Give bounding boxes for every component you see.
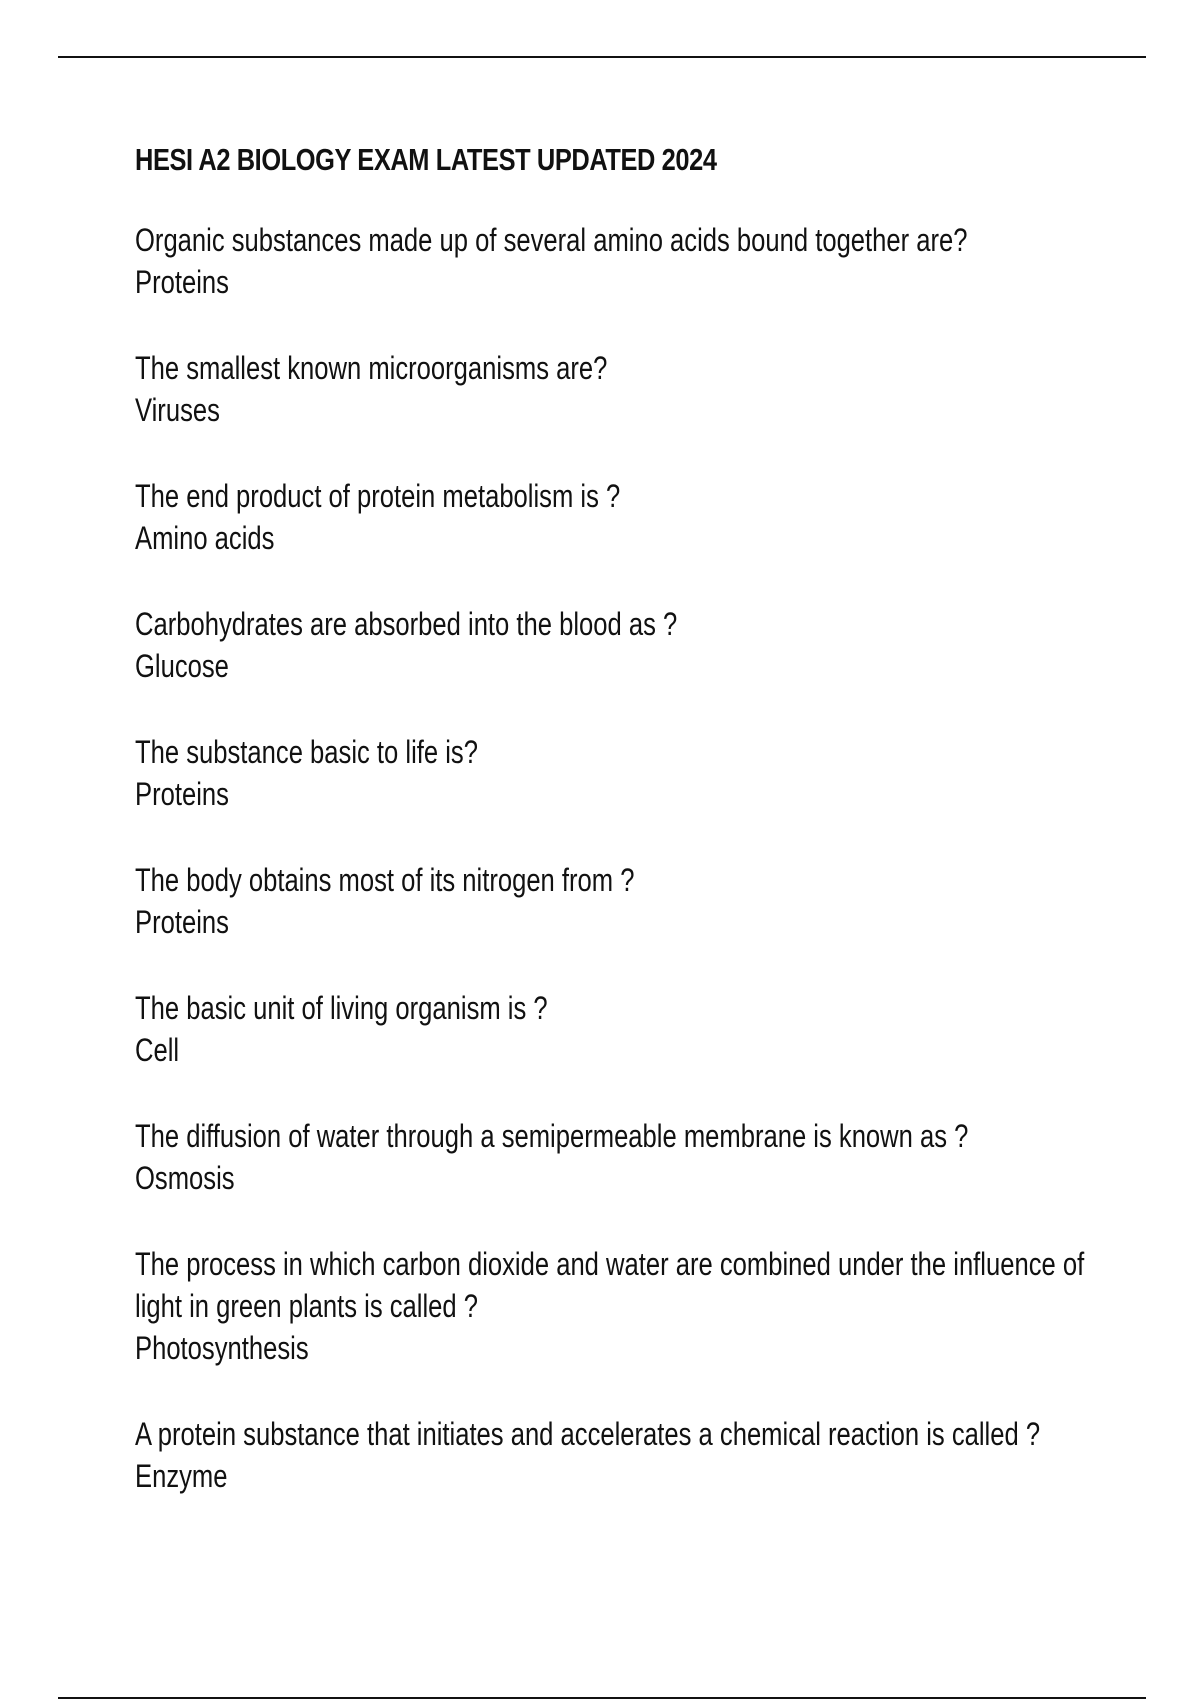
question-text: The process in which carbon dioxide and water are combined under the influence of light in green plants is called ? bbox=[135, 1246, 1085, 1324]
question-text: Carbohydrates are absorbed into the blood as ? bbox=[135, 606, 678, 642]
question-text: Organic substances made up of several amino acids bound together are? bbox=[135, 222, 968, 258]
qa-item bbox=[135, 731, 1105, 815]
qa-item bbox=[135, 859, 1105, 943]
answer-text: Proteins bbox=[135, 776, 229, 812]
qa-item bbox=[135, 347, 1105, 431]
question-text: The diffusion of water through a semipermeable membrane is known as ? bbox=[135, 1118, 969, 1154]
top-rule bbox=[58, 56, 1146, 58]
answer-text: Glucose bbox=[135, 648, 229, 684]
question-text: The body obtains most of its nitrogen from ? bbox=[135, 862, 635, 898]
qa-item bbox=[135, 1115, 1105, 1199]
qa-list bbox=[135, 219, 1105, 1497]
answer-text: Proteins bbox=[135, 904, 229, 940]
question-text: The smallest known microorganisms are? bbox=[135, 350, 608, 386]
qa-item bbox=[135, 475, 1105, 559]
document-body bbox=[135, 138, 1105, 1541]
answer-text: Enzyme bbox=[135, 1458, 228, 1494]
qa-item bbox=[135, 1413, 1105, 1497]
question-text: A protein substance that initiates and accelerates a chemical reaction is called ? bbox=[135, 1416, 1041, 1452]
question-text: The basic unit of living organism is ? bbox=[135, 990, 548, 1026]
qa-item bbox=[135, 987, 1105, 1071]
answer-text: Proteins bbox=[135, 264, 229, 300]
qa-item bbox=[135, 603, 1105, 687]
answer-text: Osmosis bbox=[135, 1160, 235, 1196]
qa-item bbox=[135, 1243, 1105, 1369]
answer-text: Cell bbox=[135, 1032, 180, 1068]
answer-text: Viruses bbox=[135, 392, 220, 428]
document-title: HESI A2 BIOLOGY EXAM LATEST UPDATED 2024 bbox=[135, 142, 717, 177]
answer-text: Photosynthesis bbox=[135, 1330, 309, 1366]
question-text: The end product of protein metabolism is ? bbox=[135, 478, 621, 514]
bottom-rule bbox=[58, 1697, 1146, 1699]
answer-text: Amino acids bbox=[135, 520, 275, 556]
qa-item bbox=[135, 219, 1105, 303]
question-text: The substance basic to life is? bbox=[135, 734, 478, 770]
